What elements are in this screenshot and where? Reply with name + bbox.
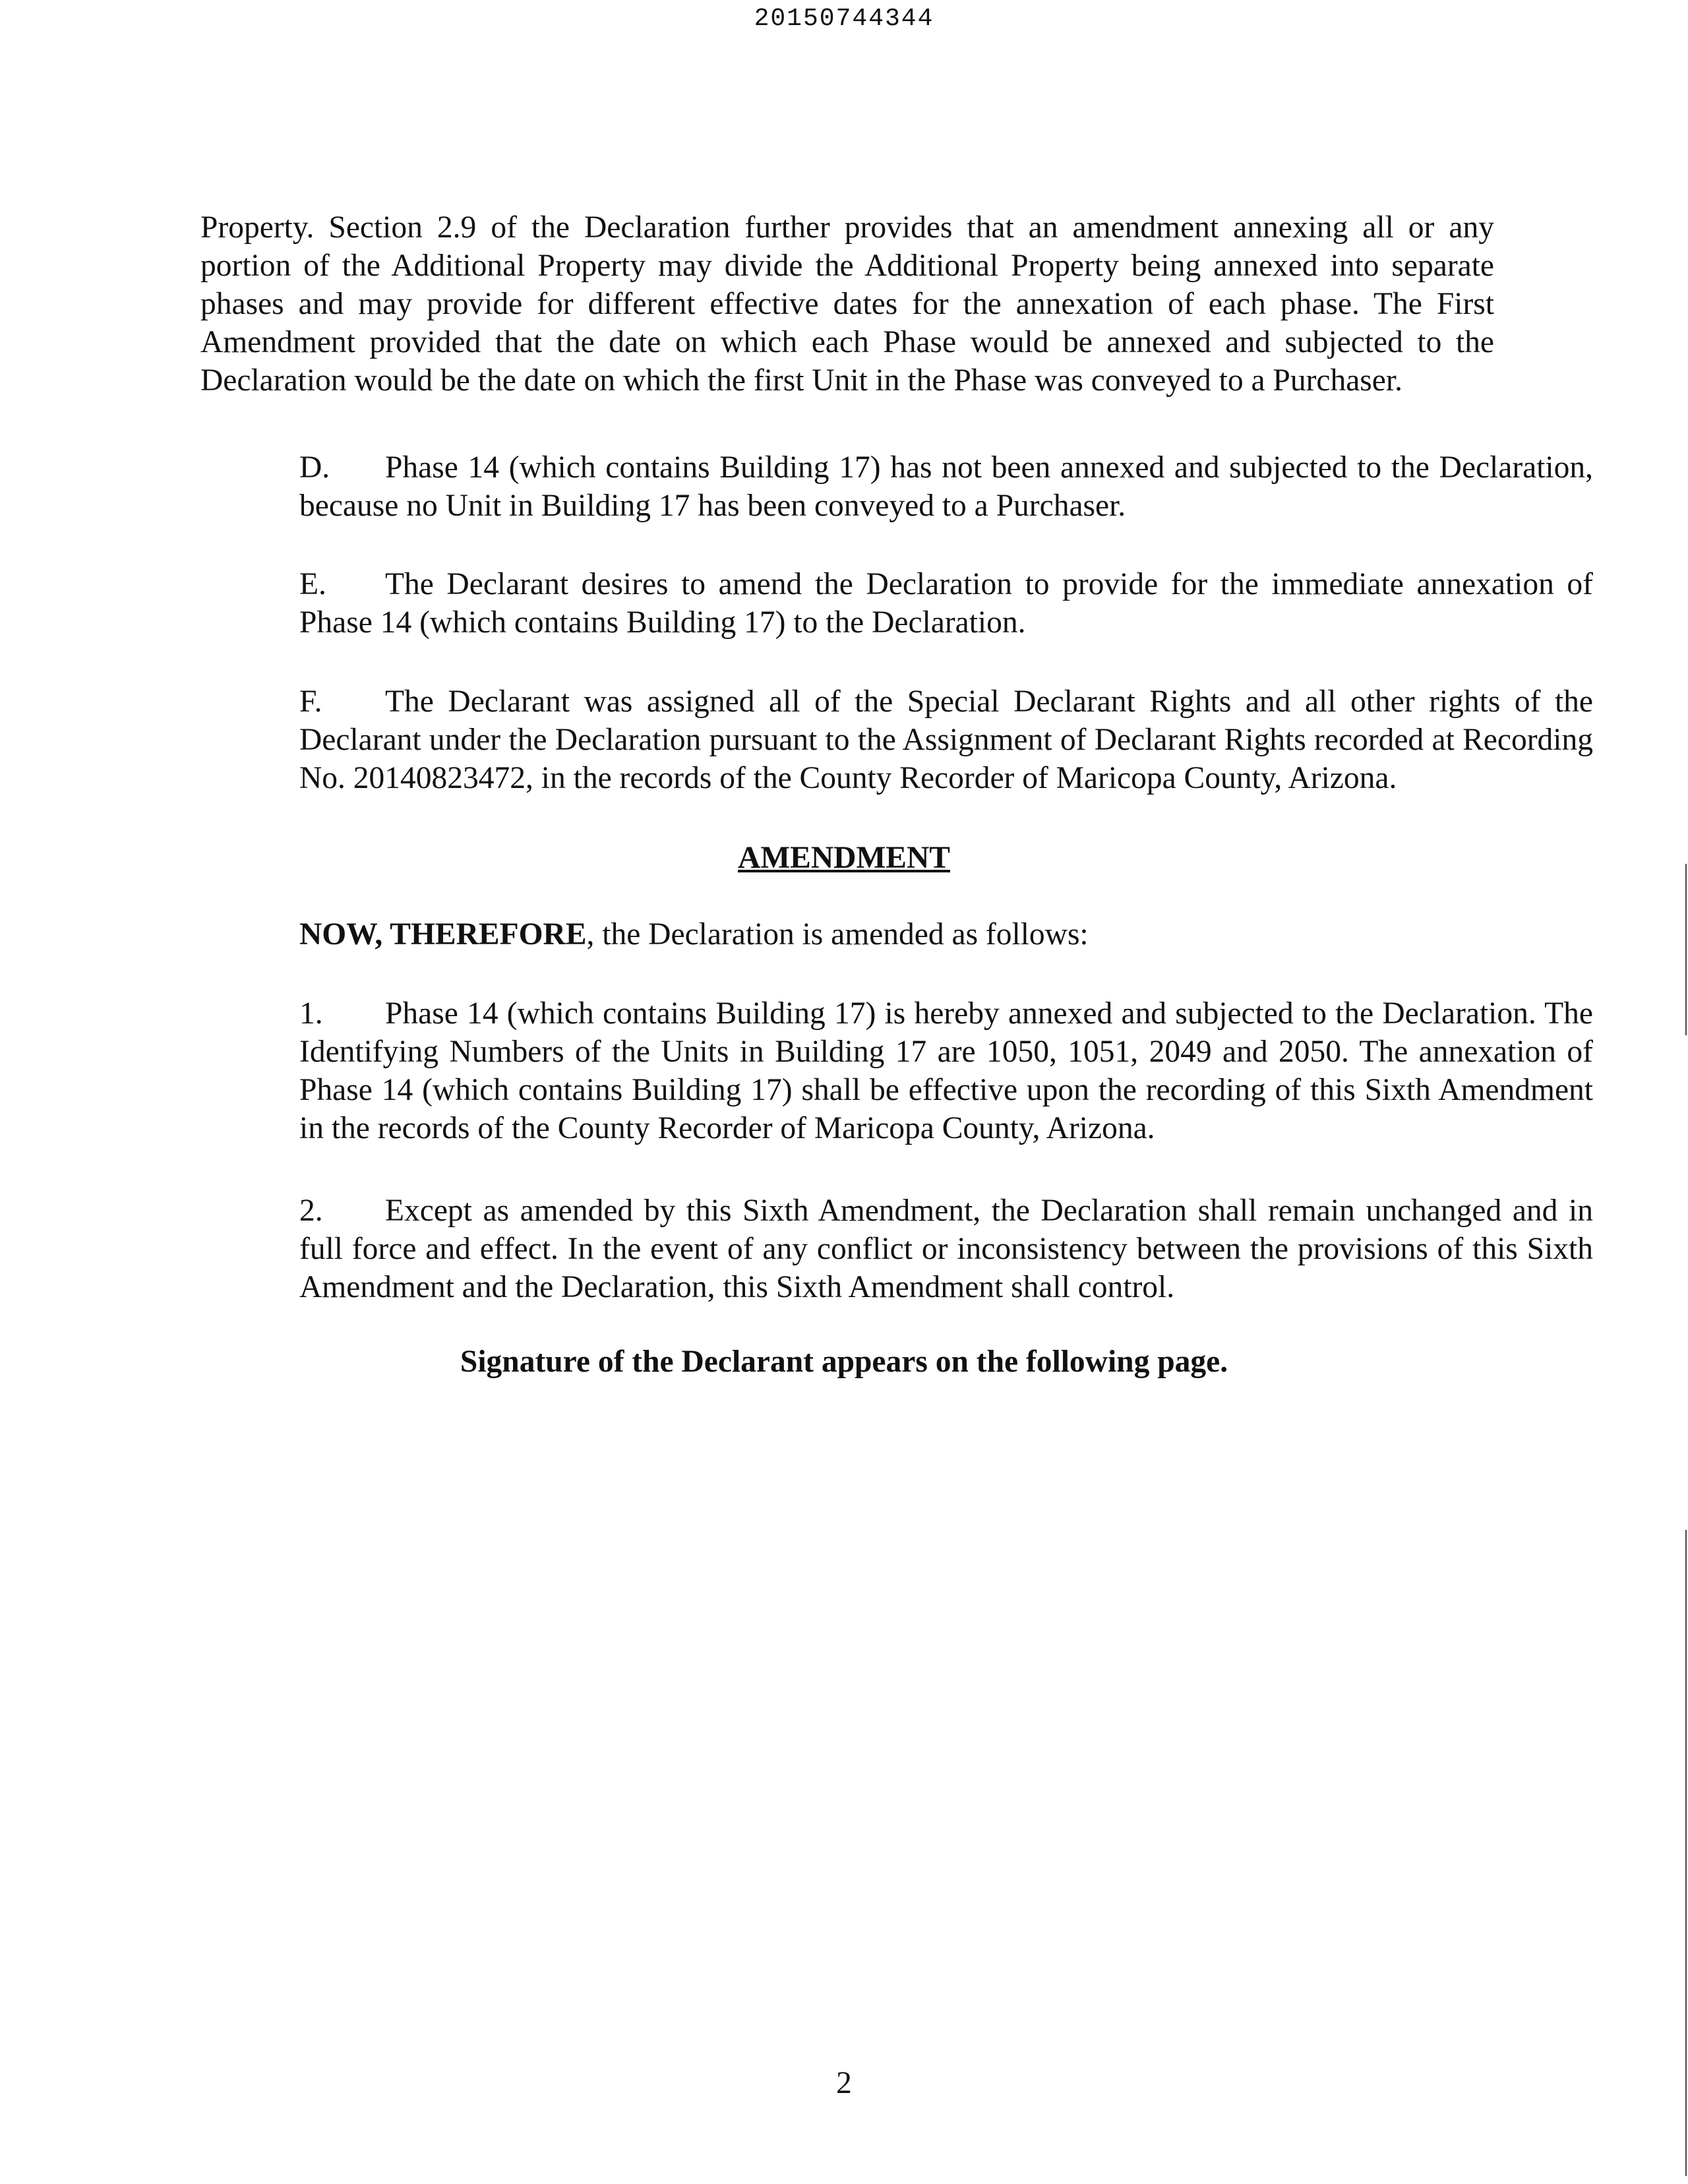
- recording-number: 20150744344: [754, 5, 934, 33]
- scan-edge-mark: [1685, 1530, 1687, 2176]
- amendment-heading: AMENDMENT: [738, 841, 950, 875]
- recital-text: The Declarant desires to amend the Declaration to provide for the immediate annexation of Phase 14 (which contains Building 17) to the Declaration.: [299, 567, 1593, 640]
- item-number: 1.: [299, 996, 323, 1031]
- amendment-item-1: [200, 994, 1593, 1147]
- recital-f: [200, 682, 1593, 797]
- recital-text: Phase 14 (which contains Building 17) has not been annexed and subjected to the Declaration, because no Unit in Building 17 has been conveyed to a Purchaser.: [299, 450, 1593, 523]
- intro-bold: NOW, THEREFORE: [299, 917, 587, 952]
- recital-letter: F.: [299, 684, 322, 719]
- continuation-paragraph: Property. Section 2.9 of the Declaration further provides that an amendment annexing all or any portion of the Additional Property may divide the Additional Property being annexed into separate phases and may provide for different effective dates for the annexation of each phase. The First Amendment provided that the date on which each Phase would be annexed and subjected to the Declaration would be the date on which the first Unit in the Phase was conveyed to a Purchaser.: [200, 210, 1494, 398]
- recital-d: [200, 448, 1593, 525]
- item-text: Except as amended by this Sixth Amendment, the Declaration shall remain unchanged and in full force and effect. In the event of any conflict or inconsistency between the provisions of this Sixth Amendment and the Declaration, this Sixth Amendment shall control.: [299, 1194, 1593, 1304]
- page-number: 2: [836, 2066, 852, 2100]
- recital-text: The Declarant was assigned all of the Special Declarant Rights and all other rights of the Declarant under the Declaration pursuant to the Assignment of Declarant Rights recorded at Recording No. 20140823472, in the records of the County Recorder of Maricopa County, Arizona.: [299, 684, 1593, 795]
- recital-e: [200, 565, 1593, 642]
- item-number: 2.: [299, 1194, 323, 1228]
- scan-edge-mark: [1685, 864, 1687, 1035]
- intro-rest: , the Declaration is amended as follows:: [586, 917, 1089, 952]
- amendment-item-2: [200, 1192, 1593, 1306]
- signature-note: Signature of the Declarant appears on the following page.: [460, 1345, 1228, 1379]
- recital-letter: E.: [299, 567, 326, 601]
- item-text: Phase 14 (which contains Building 17) is hereby annexed and subjected to the Declaration. The Identifying Numbers of the Units in Building 17 are 1050, 1051, 2049 and 2050. The annexation of Phase 14 (which contains Building 17) shall be effective upon the recording of this Sixth Amendment in the records of the County Recorder of Maricopa County, Arizona.: [299, 996, 1593, 1145]
- amendment-intro: [200, 915, 1593, 954]
- recital-letter: D.: [299, 450, 330, 485]
